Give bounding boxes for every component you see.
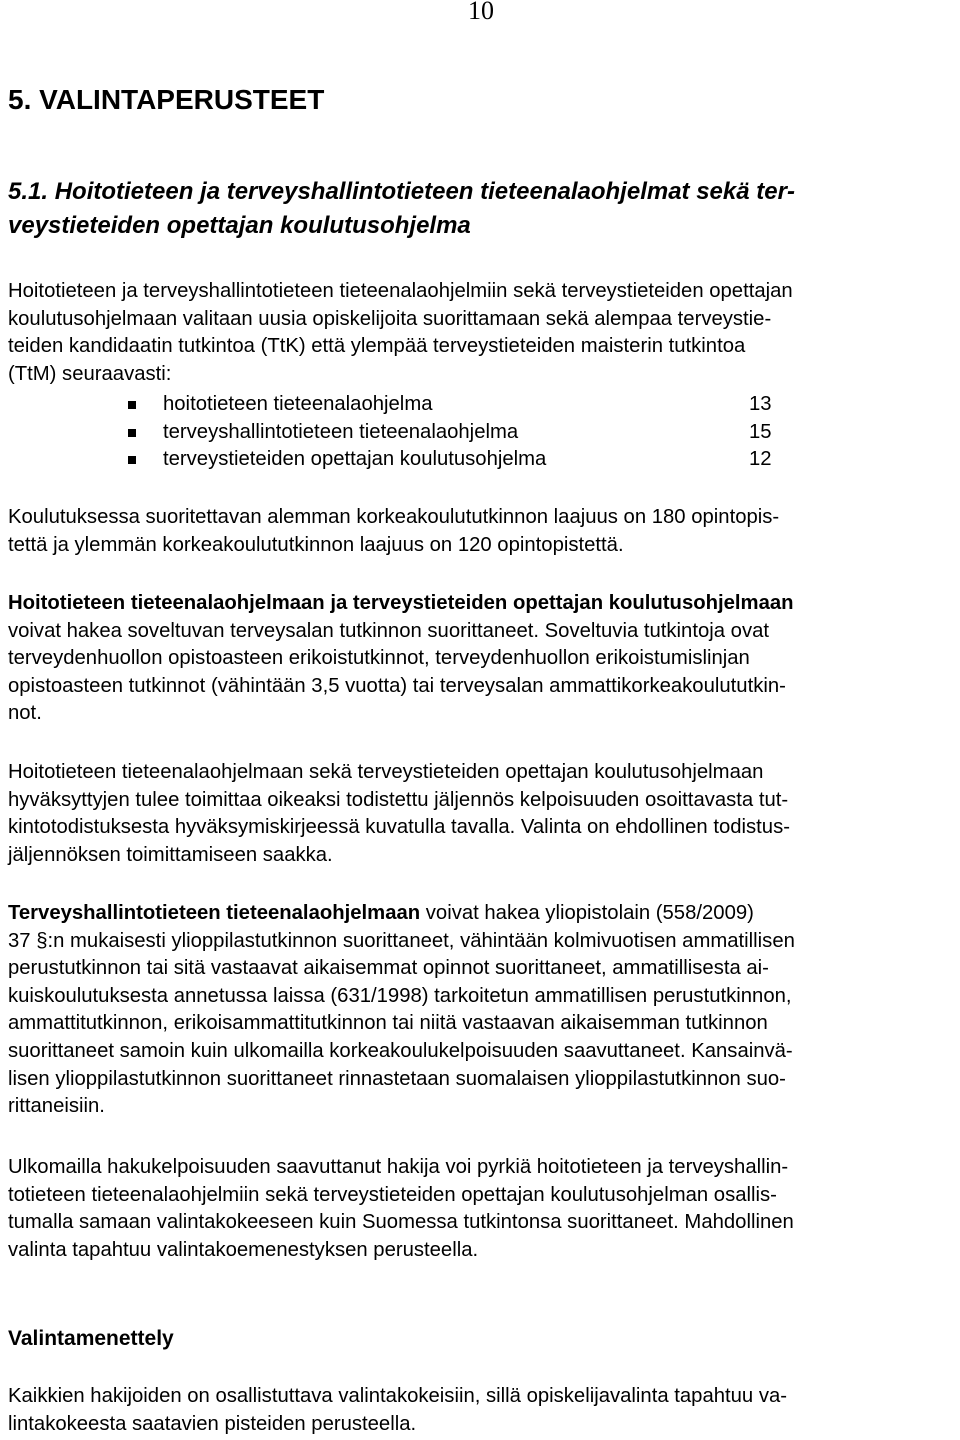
text-line — [8, 900, 956, 928]
text-line: voivat hakea soveltuvan terveysalan tutkinnon suorittaneet. Soveltuvia tutkintoja ovat — [8, 619, 770, 642]
text-line: Kaikkien hakijoiden on osallistuttava valintakokeisiin, sillä opiskelijavalinta tapahtuu va- — [8, 1385, 788, 1407]
program-list-item — [128, 419, 808, 447]
scope-paragraph — [8, 504, 956, 559]
eligibility-paragraph — [8, 590, 956, 728]
text-line: lisen ylioppilastutkinnon suorittaneet rinnastetaan suomalaisen ylioppilastutkinnon suo- — [8, 1067, 786, 1090]
admin-program-lead: Terveyshallintotieteen tieteenalaohjelmaan — [8, 902, 421, 924]
program-list — [128, 391, 808, 474]
text-line: perustutkinnon tai sitä vastaavat aikaisemmat opinnot suorittaneet, ammatillisesta ai- — [8, 957, 769, 980]
text-line: Hoitotieteen tieteenalaohjelmaan sekä terveystieteiden opettajan koulutusohjelmaan — [8, 761, 764, 783]
text-line: (TtM) seuraavasti: — [8, 362, 172, 385]
text-line: Koulutuksessa suoritettavan alemman korkeakoulututkinnon laajuus on 180 opintopis- — [8, 506, 780, 528]
certificate-paragraph — [8, 759, 956, 869]
text-line: koulutusohjelmaan valitaan uusia opiskelijoita suorittamaan sekä alempaa terveystie- — [8, 307, 772, 330]
text-line: tettä ja ylemmän korkeakoulututkinnon laajuus on 120 opintopistettä. — [8, 533, 624, 556]
admin-eligibility-paragraph — [8, 900, 956, 1121]
page-number: 10 — [468, 0, 494, 25]
program-name: terveystieteiden opettajan koulutusohjelma — [163, 448, 547, 471]
text-line: jäljennöksen toimittamiseen saakka. — [8, 843, 333, 866]
text-fragment: voivat hakea yliopistolain (558/2009) — [420, 902, 754, 924]
text-line: Hoitotieteen ja terveyshallintotieteen tieteenalaohjelmiin sekä terveystieteiden opettajan — [8, 280, 793, 302]
text-line: tumalla samaan valintakokeeseen kuin Suomessa tutkintonsa suorittaneet. Mahdollinen — [8, 1211, 794, 1234]
text-line: not. — [8, 702, 42, 725]
text-line: kintotodistuksesta hyväksymiskirjeessä kuvatulla tavalla. Valinta on ehdollinen todistus- — [8, 816, 790, 839]
text-line: suorittaneet samoin kuin ulkomailla korkeakoulukelpoisuuden saavuttaneet. Kansainvä- — [8, 1039, 793, 1062]
eligibility-lead: Hoitotieteen tieteenalaohjelmaan ja terveystieteiden opettajan koulutusohjelmaan — [8, 592, 794, 614]
text-line: Ulkomailla hakukelpoisuuden saavuttanut hakija voi pyrkiä hoitotieteen ja terveyshallin- — [8, 1156, 789, 1178]
program-list-item — [128, 446, 808, 474]
section-heading-line: 5.1. Hoitotieteen ja terveyshallintotieteen tieteenalaohjelmat sekä ter- — [8, 178, 795, 205]
program-intake: 13 — [749, 393, 772, 415]
section-heading — [8, 175, 956, 243]
text-line: hyväksyttyjen tulee toimittaa oikeaksi todistettu jäljennös kelpoisuuden osoittavasta tut- — [8, 788, 789, 811]
text-line: totieteen tieteenalaohjelmiin sekä terveystieteiden opettajan koulutusohjelman osallis- — [8, 1183, 777, 1206]
section-heading-line: veystieteiden opettajan koulutusohjelma — [8, 212, 471, 239]
square-bullet-icon — [128, 429, 136, 437]
square-bullet-icon — [128, 401, 136, 409]
text-line: 37 §:n mukaisesti ylioppilastutkinnon suorittaneet, vähintään kolmivuotisen ammatillisen — [8, 929, 795, 952]
intro-paragraph — [8, 278, 956, 388]
text-line: terveydenhuollon opistoasteen erikoistutkinnot, terveydenhuollon erikoistumislinjan — [8, 647, 750, 670]
program-intake: 12 — [749, 448, 772, 471]
text-line: rittaneisiin. — [8, 1095, 105, 1118]
abroad-paragraph — [8, 1154, 956, 1264]
text-line: teiden kandidaatin tutkintoa (TtK) että ylempää terveystieteiden maisterin tutkintoa — [8, 335, 746, 358]
program-name: hoitotieteen tieteenalaohjelma — [163, 393, 433, 415]
procedure-paragraph — [8, 1383, 956, 1438]
program-name: terveyshallintotieteen tieteenalaohjelma — [163, 420, 519, 443]
text-line: valinta tapahtuu valintakoemenestyksen perusteella. — [8, 1238, 479, 1261]
text-line: opistoasteen tutkinnot (vähintään 3,5 vuotta) tai terveysalan ammattikorkeakoulututkin- — [8, 674, 786, 697]
program-list-item — [128, 391, 808, 419]
subsection-title: Valintamenettely — [8, 1327, 174, 1350]
chapter-heading: 5. VALINTAPERUSTEET — [8, 84, 325, 115]
text-line: kuiskoulutuksesta annetussa laissa (631/1998) tarkoitetun ammatillisen perustutkinnon, — [8, 984, 792, 1007]
program-intake: 15 — [749, 420, 772, 443]
text-line: lintakokeesta saatavien pisteiden perusteella. — [8, 1412, 417, 1435]
text-line: ammattitutkinnon, erikoisammattitutkinnon tai niitä vastaavan aikaisemman tutkinnon — [8, 1012, 768, 1035]
square-bullet-icon — [128, 456, 136, 464]
